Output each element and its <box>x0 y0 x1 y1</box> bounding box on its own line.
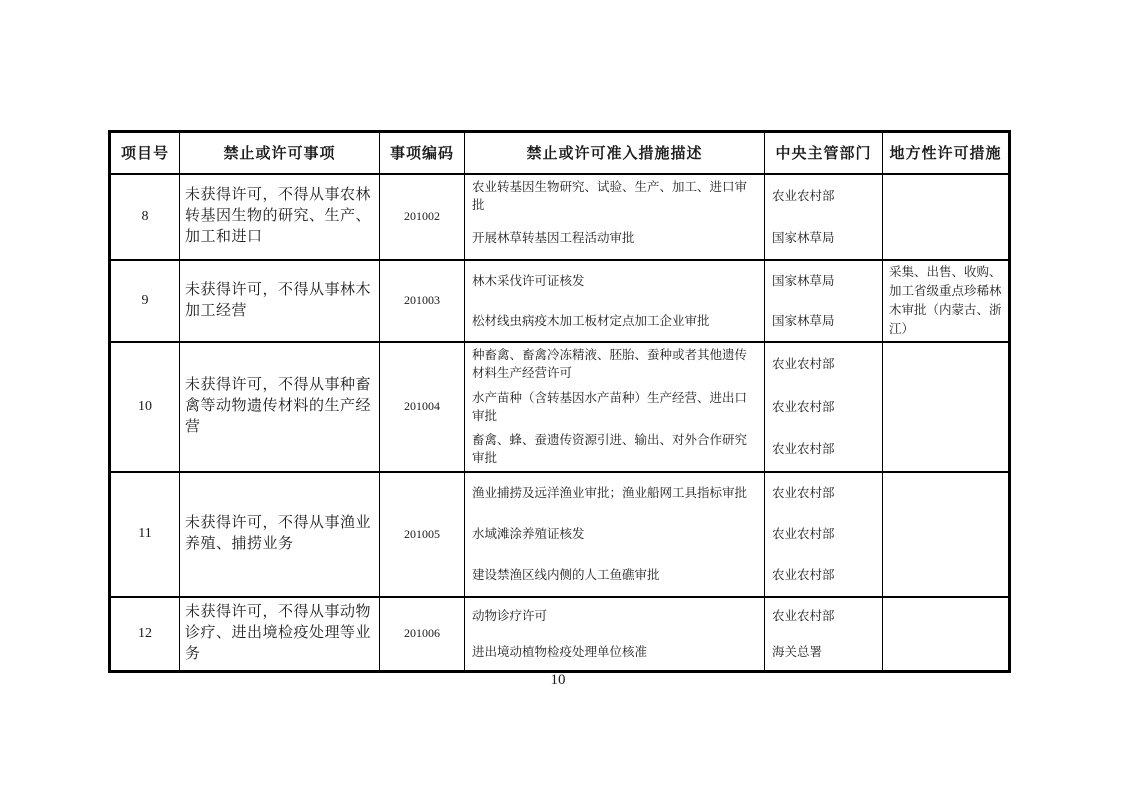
item-code: 201004 <box>380 342 465 472</box>
department-list <box>765 598 882 671</box>
department-list <box>765 473 882 596</box>
col-header-item-number: 项目号 <box>110 132 180 174</box>
central-department: 农业农村部 <box>772 442 835 457</box>
measure-description: 建设禁渔区线内侧的人工鱼礁审批 <box>472 568 660 582</box>
item-text: 未获得许可，不得从事渔业养殖、捕捞业务 <box>180 472 380 597</box>
central-department: 国家林草局 <box>772 273 835 288</box>
central-departments-cell <box>765 174 883 260</box>
item-code: 201006 <box>380 597 465 672</box>
item-number: 10 <box>110 342 180 472</box>
measure-list <box>465 175 764 259</box>
measure-descriptions-cell <box>465 597 765 672</box>
col-header-local-permit-measures: 地方性许可措施 <box>883 132 1010 174</box>
central-department: 农业农村部 <box>772 486 835 500</box>
measure-description: 农业转基因生物研究、试验、生产、加工、进口审批 <box>472 179 748 212</box>
local-permit-measures <box>883 174 1010 260</box>
central-department: 农业农村部 <box>772 188 835 203</box>
table-header-row <box>110 132 1010 174</box>
item-text: 未获得许可，不得从事种畜禽等动物遗传材料的生产经营 <box>180 342 380 472</box>
measure-list <box>465 343 764 471</box>
item-text: 未获得许可，不得从事动物诊疗、进出境检疫处理等业务 <box>180 597 380 672</box>
department-list <box>765 343 882 471</box>
measure-list <box>465 261 764 341</box>
central-department: 农业农村部 <box>772 399 835 414</box>
measure-description: 进出境动植物检疫处理单位核准 <box>472 644 648 659</box>
local-permit-measures <box>883 597 1010 672</box>
central-departments-cell <box>765 472 883 597</box>
item-number: 8 <box>110 174 180 260</box>
department-list <box>765 175 882 259</box>
central-department: 农业农村部 <box>772 608 835 623</box>
access-measures-table <box>108 130 1011 673</box>
col-header-measure-description: 禁止或许可准入措施描述 <box>465 132 765 174</box>
central-departments-cell <box>765 260 883 342</box>
measure-description: 渔业捕捞及远洋渔业审批；渔业船网工具指标审批 <box>472 486 748 500</box>
table-row <box>110 597 1010 672</box>
central-departments-cell <box>765 597 883 672</box>
measure-description: 种畜禽、畜禽冷冻精液、胚胎、蚕种或者其他遗传材料生产经营许可 <box>472 347 748 380</box>
table-row <box>110 472 1010 597</box>
central-department: 海关总署 <box>772 644 823 659</box>
measure-description: 林木采伐许可证核发 <box>472 273 585 288</box>
item-code: 201002 <box>380 174 465 260</box>
measure-description: 开展林草转基因工程活动审批 <box>472 230 635 245</box>
item-number: 11 <box>110 472 180 597</box>
page-number: 10 <box>550 672 566 688</box>
measure-descriptions-cell <box>465 472 765 597</box>
item-code: 201005 <box>380 472 465 597</box>
item-text: 未获得许可，不得从事林木加工经营 <box>180 260 380 342</box>
central-departments-cell <box>765 342 883 472</box>
table-row <box>110 342 1010 472</box>
measure-descriptions-cell <box>465 342 765 472</box>
department-list <box>765 261 882 341</box>
item-number: 9 <box>110 260 180 342</box>
measure-description: 水产苗种（含转基因水产苗种）生产经营、进出口审批 <box>472 390 748 423</box>
col-header-item-code: 事项编码 <box>380 132 465 174</box>
measure-list <box>465 473 764 596</box>
central-department: 国家林草局 <box>772 313 835 328</box>
measure-description: 动物诊疗许可 <box>472 608 548 623</box>
local-permit-measures <box>883 342 1010 472</box>
local-permit-measures <box>883 472 1010 597</box>
measure-description: 水域滩涂养殖证核发 <box>472 527 585 541</box>
central-department: 国家林草局 <box>772 230 835 245</box>
col-header-prohibited-or-permitted-item: 禁止或许可事项 <box>180 132 380 174</box>
measure-descriptions-cell <box>465 260 765 342</box>
central-department: 农业农村部 <box>772 356 835 371</box>
measure-description: 畜禽、蜂、蚕遗传资源引进、输出、对外合作研究审批 <box>472 433 748 466</box>
col-header-central-department: 中央主管部门 <box>765 132 883 174</box>
central-department: 农业农村部 <box>772 527 835 541</box>
item-number: 12 <box>110 597 180 672</box>
central-department: 农业农村部 <box>772 568 835 582</box>
local-permit-measures: 采集、出售、收购、加工省级重点珍稀林木审批（内蒙古、浙江） <box>883 260 1010 342</box>
measure-descriptions-cell <box>465 174 765 260</box>
measure-description: 松材线虫病疫木加工板材定点加工企业审批 <box>472 313 710 328</box>
item-code: 201003 <box>380 260 465 342</box>
table-row <box>110 174 1010 260</box>
table-row <box>110 260 1010 342</box>
measure-list <box>465 598 764 671</box>
item-text: 未获得许可，不得从事农林转基因生物的研究、生产、加工和进口 <box>180 174 380 260</box>
